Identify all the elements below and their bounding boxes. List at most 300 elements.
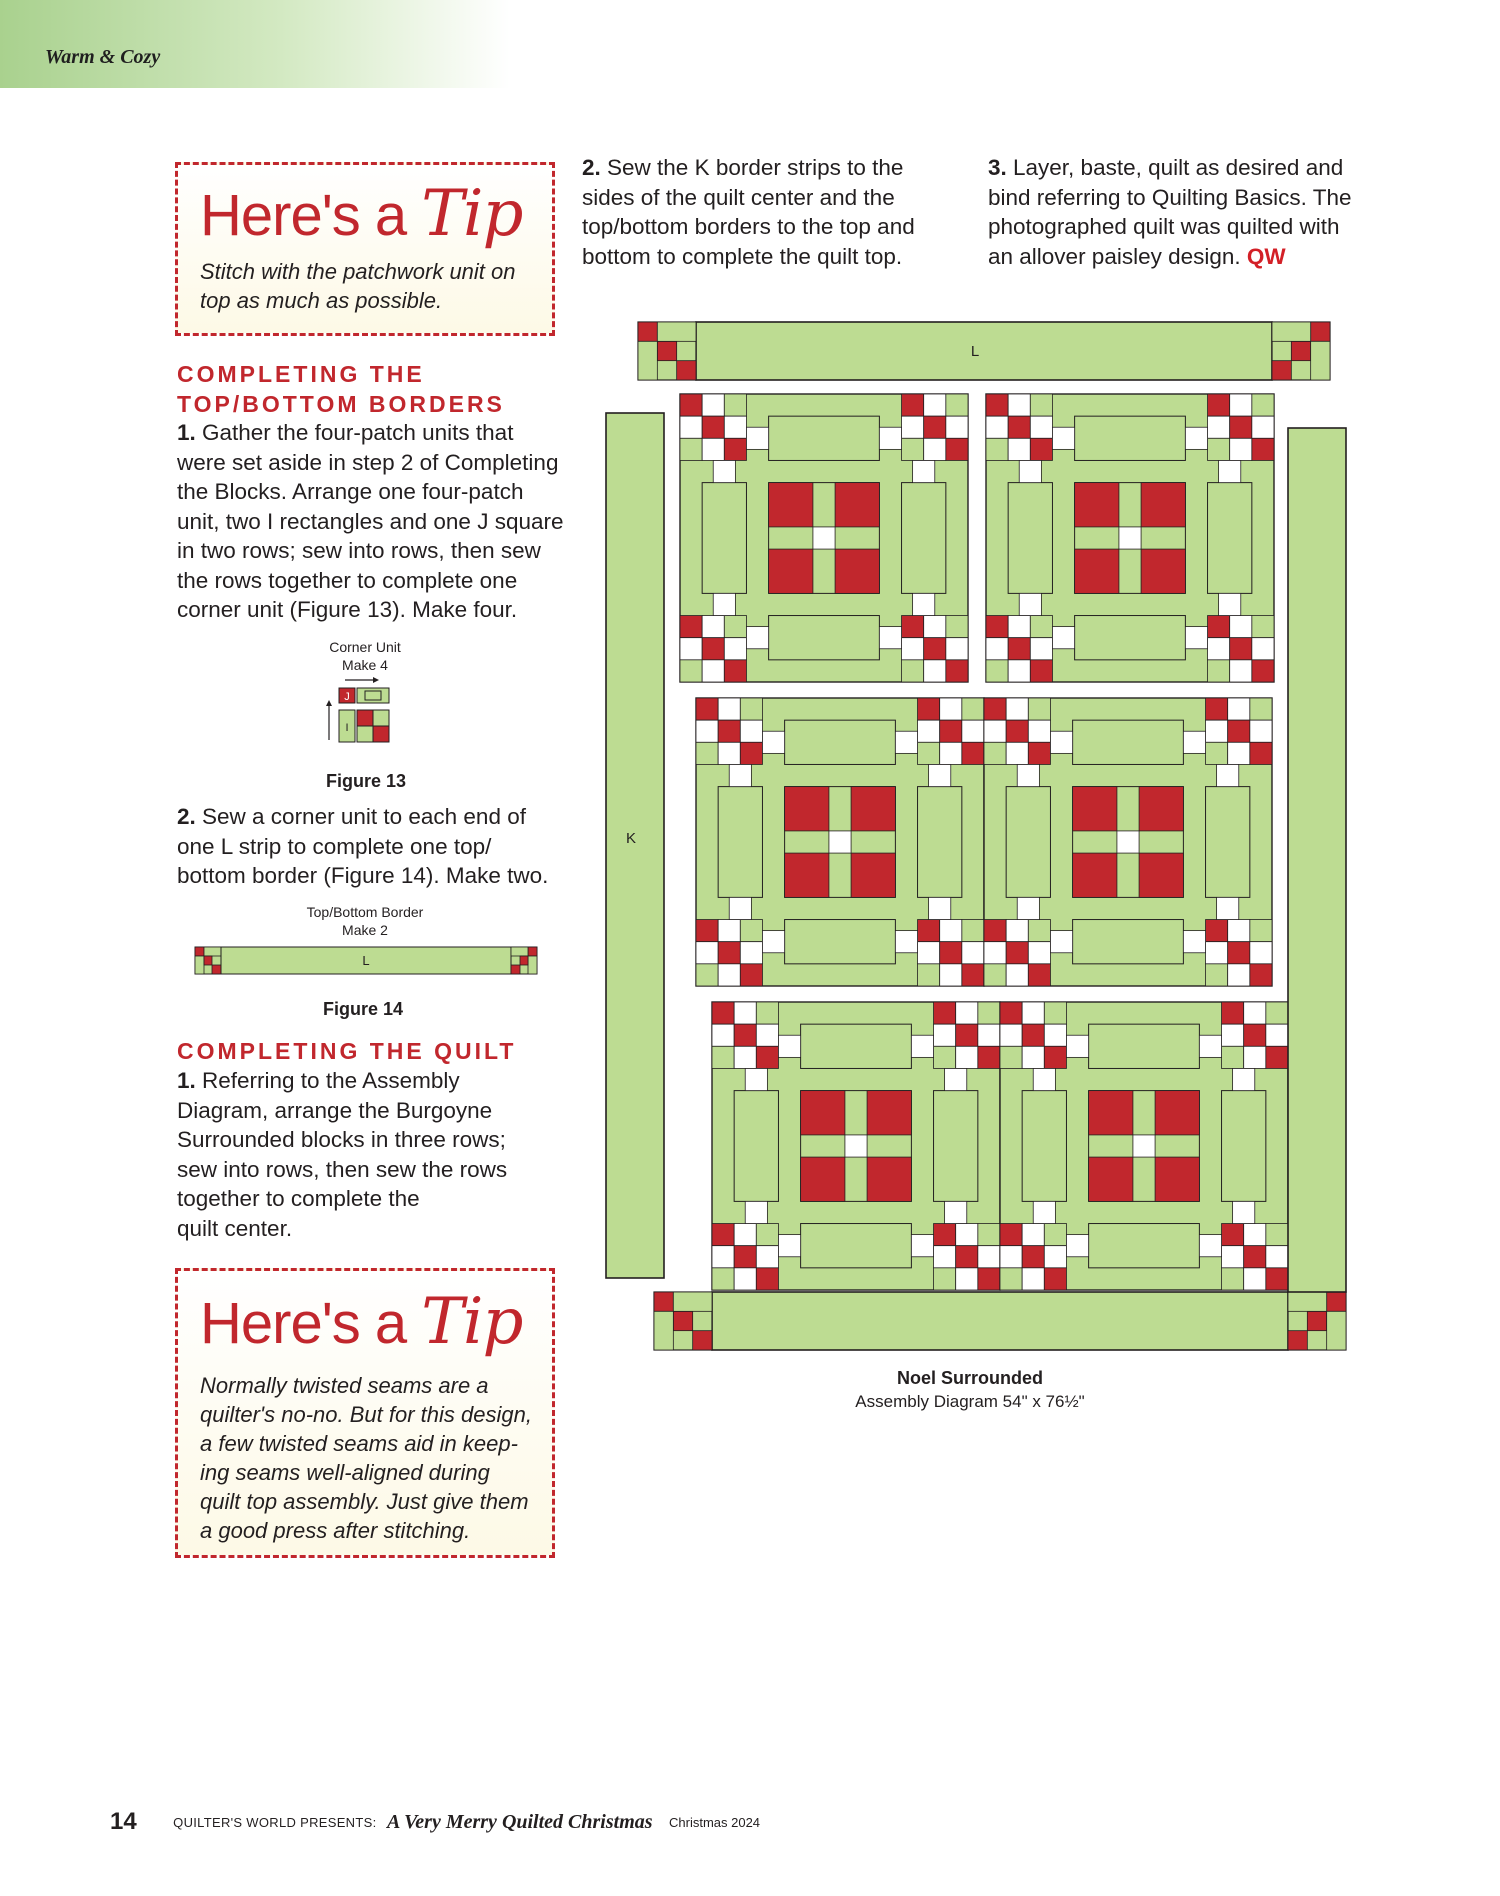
quilt-patch <box>1288 1292 1327 1311</box>
border-corner-unit <box>654 1292 712 1350</box>
quilt-patch <box>1044 1268 1066 1290</box>
quilt-patch <box>1017 764 1039 786</box>
quilt-patch <box>734 1024 756 1046</box>
quilt-patch <box>895 731 917 753</box>
quilt-patch <box>913 460 935 482</box>
quilt-patch <box>956 1002 978 1024</box>
tip-text: Normally twisted seams are a quilter's no-no. But for this design, a few twisted seams aid in keep- ing seams well-aligned during quilt top assembly. Just give them a good press after stitching. <box>200 1373 532 1543</box>
quilt-patch <box>756 1002 778 1024</box>
border-strip-l-bottom <box>712 1292 1288 1350</box>
quilt-patch <box>1075 549 1119 593</box>
quilt-patch <box>962 720 984 742</box>
quilt-patch <box>1028 964 1050 986</box>
quilt-block <box>986 394 1274 682</box>
quilt-patch <box>718 742 740 764</box>
quilt-patch <box>1327 1292 1346 1311</box>
quilt-patch <box>638 322 657 341</box>
quilt-patch <box>696 942 718 964</box>
quilt-patch <box>1230 638 1252 660</box>
quilt-patch <box>1133 1135 1155 1157</box>
sashing-rect <box>801 1024 912 1068</box>
quilt-patch <box>680 638 702 660</box>
quilt-patch <box>851 787 895 831</box>
quilt-patch <box>1252 638 1274 660</box>
quilt-patch <box>718 942 740 964</box>
quilt-patch <box>978 1046 1000 1068</box>
border-strip-l-top <box>696 322 1272 380</box>
quilt-patch <box>1327 1311 1346 1350</box>
quilt-patch <box>1044 1224 1066 1246</box>
figure14-label: Top/Bottom Border Make 2 <box>306 904 424 938</box>
quilt-patch <box>879 427 901 449</box>
quilt-patch <box>769 483 813 527</box>
quilt-patch <box>934 1246 956 1268</box>
quilt-patch <box>756 1224 778 1246</box>
quilt-patch <box>724 416 746 438</box>
tip-title: Here's a Tip <box>200 1285 523 1359</box>
quilt-patch <box>673 1292 712 1311</box>
quilt-patch <box>756 1024 778 1046</box>
quilt-patch <box>946 438 968 460</box>
quilt-patch <box>1208 616 1230 638</box>
sashing-rect <box>1073 720 1184 764</box>
quilt-patch <box>1008 638 1030 660</box>
quilt-patch <box>718 964 740 986</box>
quilt-block <box>712 1002 1000 1290</box>
quilt-patch <box>1185 627 1207 649</box>
quilt-patch <box>924 638 946 660</box>
quilt-patch <box>978 1224 1000 1246</box>
border-l-label: L <box>970 343 980 360</box>
sashing-rect <box>902 483 946 594</box>
quilt-patch <box>801 1157 845 1201</box>
quilt-patch <box>895 931 917 953</box>
quilt-patch <box>696 742 718 764</box>
quilt-block <box>984 698 1272 986</box>
quilt-patch <box>712 1224 734 1246</box>
quilt-patch <box>934 1024 956 1046</box>
quilt-patch <box>724 438 746 460</box>
quilt-patch <box>1252 660 1274 682</box>
quilt-patch <box>1117 831 1139 853</box>
quilt-patch <box>1233 1068 1255 1090</box>
quilt-block <box>680 394 968 682</box>
quilt-patch <box>1250 942 1272 964</box>
sashing-rect <box>785 920 896 964</box>
sashing-rect <box>1206 787 1250 898</box>
quilt-patch <box>940 742 962 764</box>
quilt-patch <box>734 1224 756 1246</box>
sashing-rect <box>1222 1091 1266 1202</box>
quilt-patch <box>1022 1246 1044 1268</box>
quilt-patch <box>1244 1002 1266 1024</box>
quilt-patch <box>740 964 762 986</box>
quilt-patch <box>962 964 984 986</box>
sashing-rect <box>718 787 762 898</box>
sashing-rect <box>1008 483 1052 594</box>
quilt-patch <box>829 831 851 853</box>
border-strip-k-right <box>1288 428 1346 1292</box>
quilt-patch <box>712 1246 734 1268</box>
quilt-patch <box>902 660 924 682</box>
quilt-patch <box>1291 341 1310 360</box>
quilt-patch <box>734 1246 756 1268</box>
quilt-patch <box>1019 460 1041 482</box>
quilt-patch <box>1008 438 1030 460</box>
quilt-patch <box>1228 742 1250 764</box>
quilt-patch <box>986 394 1008 416</box>
quilt-patch <box>638 341 657 380</box>
quilt-patch <box>1022 1268 1044 1290</box>
quilt-patch <box>986 616 1008 638</box>
quilt-patch <box>1217 897 1239 919</box>
quilt-patch <box>673 1311 692 1330</box>
quilt-patch <box>677 361 696 380</box>
quilt-patch <box>1222 1268 1244 1290</box>
quilt-patch <box>680 660 702 682</box>
quilt-patch <box>1252 394 1274 416</box>
quilt-patch <box>946 616 968 638</box>
quilt-patch <box>1019 593 1041 615</box>
quilt-patch <box>962 742 984 764</box>
quilt-patch <box>1206 720 1228 742</box>
quilt-patch <box>762 731 784 753</box>
quilt-patch <box>913 593 935 615</box>
quilt-patch <box>1311 341 1330 380</box>
quilt-patch <box>1000 1268 1022 1290</box>
quilt-patch <box>986 416 1008 438</box>
quilt-patch <box>956 1046 978 1068</box>
quilt-patch <box>1044 1246 1066 1268</box>
quilt-patch <box>657 341 676 360</box>
quilt-patch <box>929 897 951 919</box>
quilt-patch <box>740 920 762 942</box>
quilt-patch <box>1022 1002 1044 1024</box>
quilt-patch <box>724 638 746 660</box>
footer-edition: Christmas 2024 <box>669 1814 761 1830</box>
quilt-patch <box>724 394 746 416</box>
quilt-patch <box>740 698 762 720</box>
quilt-patch <box>1250 920 1272 942</box>
quilt-patch <box>835 549 879 593</box>
quilt-patch <box>712 1024 734 1046</box>
quilt-patch <box>1066 1035 1088 1057</box>
quilt-patch <box>696 920 718 942</box>
quilt-patch <box>1252 416 1274 438</box>
sashing-rect <box>1089 1224 1200 1268</box>
heading-top-bottom-borders: COMPLETING THE TOP/BOTTOM BORDERS <box>177 361 505 417</box>
quilt-patch <box>756 1046 778 1068</box>
quilt-patch <box>986 660 1008 682</box>
step-top-bottom-1: 1. Gather the four-patch units that were set aside in step 2 of Completing the Blocks. Arrange one four-patch unit, two I rectangles and one J square in two rows; sew into rows, then sew the rows together to complete one corner unit (Figure 13). Make four. <box>177 420 564 622</box>
quilt-patch <box>1230 660 1252 682</box>
quilt-patch <box>657 322 696 341</box>
quilt-patch <box>740 742 762 764</box>
quilt-patch <box>1266 1024 1288 1046</box>
quilt-patch <box>1266 1246 1288 1268</box>
quilt-patch <box>918 964 940 986</box>
quilt-patch <box>712 1002 734 1024</box>
quilt-patch <box>1008 660 1030 682</box>
quilt-patch <box>984 920 1006 942</box>
quilt-patch <box>1185 427 1207 449</box>
quilt-patch <box>1022 1224 1044 1246</box>
quilt-patch <box>1155 1091 1199 1135</box>
quilt-patch <box>1311 322 1330 341</box>
quilt-patch <box>680 394 702 416</box>
quilt-patch <box>1030 438 1052 460</box>
quilt-patch <box>1033 1068 1055 1090</box>
quilt-patch <box>1199 1035 1221 1057</box>
quilt-patch <box>934 1224 956 1246</box>
quilt-patch <box>924 438 946 460</box>
quilt-patch <box>835 483 879 527</box>
border-corner-unit <box>1272 322 1330 380</box>
quilt-patch <box>1052 627 1074 649</box>
quilt-patch <box>813 527 835 549</box>
quilt-patch <box>693 1331 712 1350</box>
quilt-patch <box>718 720 740 742</box>
figure13-label: Corner Unit Make 4 <box>329 639 401 673</box>
quilt-patch <box>1206 942 1228 964</box>
quilt-patch <box>1252 438 1274 460</box>
quilt-patch <box>978 1002 1000 1024</box>
quilt-patch <box>654 1311 673 1350</box>
quilt-patch <box>934 1268 956 1290</box>
quilt-patch <box>986 638 1008 660</box>
quilt-patch <box>1028 742 1050 764</box>
quilt-patch <box>1230 416 1252 438</box>
quilt-patch <box>680 438 702 460</box>
quilt-patch <box>696 720 718 742</box>
quilt-patch <box>940 964 962 986</box>
quilt-patch <box>785 787 829 831</box>
quilt-patch <box>778 1235 800 1257</box>
quilt-patch <box>680 616 702 638</box>
quilt-patch <box>924 394 946 416</box>
quilt-patch <box>1044 1024 1066 1046</box>
sashing-rect <box>702 483 746 594</box>
quilt-patch <box>984 942 1006 964</box>
quilt-patch <box>1052 427 1074 449</box>
quilt-block <box>696 698 984 986</box>
quilt-patch <box>1228 942 1250 964</box>
quilt-patch <box>940 698 962 720</box>
quilt-patch <box>1208 438 1230 460</box>
quilt-patch <box>746 627 768 649</box>
quilt-patch <box>1155 1157 1199 1201</box>
quilt-patch <box>940 720 962 742</box>
quilt-patch <box>1250 698 1272 720</box>
quilt-patch <box>702 660 724 682</box>
border-corner-unit <box>1288 1292 1346 1350</box>
quilt-patch <box>1230 394 1252 416</box>
quilt-patch <box>1141 483 1185 527</box>
quilt-patch <box>1033 1201 1055 1223</box>
figure13-caption: Figure 13 <box>326 771 407 791</box>
quilt-patch <box>718 920 740 942</box>
quilt-patch <box>946 416 968 438</box>
quilt-patch <box>1006 920 1028 942</box>
step-quilt-1: 1. Referring to the Assembly Diagram, arrange the Burgoyne Surrounded blocks in three rows; sew into rows, then sew the rows together to complete the quilt center. <box>177 1068 508 1241</box>
quilt-patch <box>1006 964 1028 986</box>
quilt-patch <box>696 964 718 986</box>
quilt-patch <box>1028 920 1050 942</box>
footer-title: A Very Merry Quilted Christmas <box>386 1810 653 1833</box>
quilt-patch <box>1139 787 1183 831</box>
quilt-patch <box>734 1002 756 1024</box>
quilt-patch <box>1222 1224 1244 1246</box>
quilt-patch <box>962 920 984 942</box>
tip-text: Stitch with the patchwork unit on top as much as possible. <box>200 259 516 313</box>
sashing-rect <box>934 1091 978 1202</box>
quilt-patch <box>734 1268 756 1290</box>
quilt-patch <box>696 698 718 720</box>
figure14-caption: Figure 14 <box>323 999 404 1019</box>
quilt-patch <box>1244 1268 1266 1290</box>
quilt-patch <box>1030 616 1052 638</box>
quilt-patch <box>1222 1002 1244 1024</box>
quilt-patch <box>740 720 762 742</box>
quilt-patch <box>1228 920 1250 942</box>
quilt-patch <box>984 698 1006 720</box>
sashing-rect <box>1022 1091 1066 1202</box>
section-header: Warm & Cozy <box>45 46 161 68</box>
quilt-patch <box>1208 416 1230 438</box>
quilt-patch <box>702 638 724 660</box>
quilt-patch <box>929 764 951 786</box>
quilt-patch <box>713 460 735 482</box>
quilt-patch <box>956 1246 978 1268</box>
quilt-patch <box>924 416 946 438</box>
quilt-patch <box>1219 460 1241 482</box>
quilt-block <box>1000 1002 1288 1290</box>
quilt-patch <box>1228 720 1250 742</box>
quilt-patch <box>713 593 735 615</box>
quilt-patch <box>1244 1046 1266 1068</box>
quilt-patch <box>1222 1024 1244 1046</box>
quilt-patch <box>1028 698 1050 720</box>
quilt-patch <box>924 660 946 682</box>
quilt-patch <box>778 1035 800 1057</box>
quilt-patch <box>867 1091 911 1135</box>
quilt-patch <box>845 1135 867 1157</box>
quilt-patch <box>1006 942 1028 964</box>
quilt-patch <box>712 1268 734 1290</box>
quilt-patch <box>1222 1046 1244 1068</box>
quilt-patch <box>1252 616 1274 638</box>
footer <box>110 1808 760 1836</box>
quilt-patch <box>962 942 984 964</box>
quilt-patch <box>718 698 740 720</box>
quilt-patch <box>902 394 924 416</box>
quilt-patch <box>1208 394 1230 416</box>
sashing-rect <box>1208 483 1252 594</box>
quilt-patch <box>1266 1268 1288 1290</box>
quilt-patch <box>962 698 984 720</box>
assembly-title: Noel Surrounded <box>896 1368 1043 1388</box>
heading-completing-quilt: COMPLETING THE QUILT <box>177 1038 517 1064</box>
quilt-patch <box>1219 593 1241 615</box>
quilt-patch <box>1272 361 1291 380</box>
quilt-patch <box>1244 1246 1266 1268</box>
quilt-patch <box>867 1157 911 1201</box>
quilt-patch <box>984 720 1006 742</box>
sashing-rect <box>801 1224 912 1268</box>
quilt-patch <box>740 942 762 964</box>
quilt-patch <box>956 1268 978 1290</box>
piece-j-label: J <box>344 691 350 703</box>
quilt-patch <box>911 1035 933 1057</box>
quilt-patch <box>1030 660 1052 682</box>
quilt-patch <box>1141 549 1185 593</box>
quilt-patch <box>1206 964 1228 986</box>
quilt-patch <box>1228 698 1250 720</box>
quilt-patch <box>1073 853 1117 897</box>
quilt-patch <box>1230 616 1252 638</box>
quilt-patch <box>1000 1246 1022 1268</box>
quilt-patch <box>1006 742 1028 764</box>
quilt-patch <box>1266 1046 1288 1068</box>
quilt-patch <box>1208 638 1230 660</box>
quilt-patch <box>734 1046 756 1068</box>
quilt-patch <box>945 1068 967 1090</box>
quilt-patch <box>1000 1002 1022 1024</box>
tip-title: Here's a Tip <box>200 177 523 251</box>
quilt-patch <box>1022 1046 1044 1068</box>
quilt-patch <box>712 1046 734 1068</box>
quilt-patch <box>654 1292 673 1311</box>
sashing-rect <box>1075 616 1186 660</box>
quilt-patch <box>762 931 784 953</box>
quilt-patch <box>1006 720 1028 742</box>
quilt-patch <box>1307 1311 1326 1330</box>
quilt-patch <box>1230 438 1252 460</box>
quilt-patch <box>746 427 768 449</box>
sashing-rect <box>1075 416 1186 460</box>
quilt-patch <box>1206 698 1228 720</box>
quilt-patch <box>940 920 962 942</box>
quilt-patch <box>729 764 751 786</box>
quilt-patch <box>702 616 724 638</box>
page-number: 14 <box>110 1808 137 1835</box>
quilt-patch <box>1183 731 1205 753</box>
quilt-patch <box>946 660 968 682</box>
quilt-patch <box>1008 394 1030 416</box>
piece-i-label: I <box>345 722 349 734</box>
quilt-patch <box>924 616 946 638</box>
quilt-patch <box>1183 931 1205 953</box>
quilt-patch <box>978 1268 1000 1290</box>
sashing-rect <box>734 1091 778 1202</box>
quilt-patch <box>702 416 724 438</box>
quilt-patch <box>1022 1024 1044 1046</box>
quilt-patch <box>745 1068 767 1090</box>
assembly-subtitle: Assembly Diagram 54" x 76½" <box>855 1392 1085 1411</box>
quilt-patch <box>902 416 924 438</box>
figure14-strip-label: L <box>362 953 370 968</box>
quilt-patch <box>1008 616 1030 638</box>
quilt-patch <box>946 394 968 416</box>
quilt-patch <box>1050 931 1072 953</box>
quilt-patch <box>918 698 940 720</box>
quilt-patch <box>756 1268 778 1290</box>
quilt-patch <box>1028 720 1050 742</box>
quilt-patch <box>1250 964 1272 986</box>
quilt-patch <box>1028 942 1050 964</box>
quilt-patch <box>984 742 1006 764</box>
quilt-patch <box>934 1046 956 1068</box>
